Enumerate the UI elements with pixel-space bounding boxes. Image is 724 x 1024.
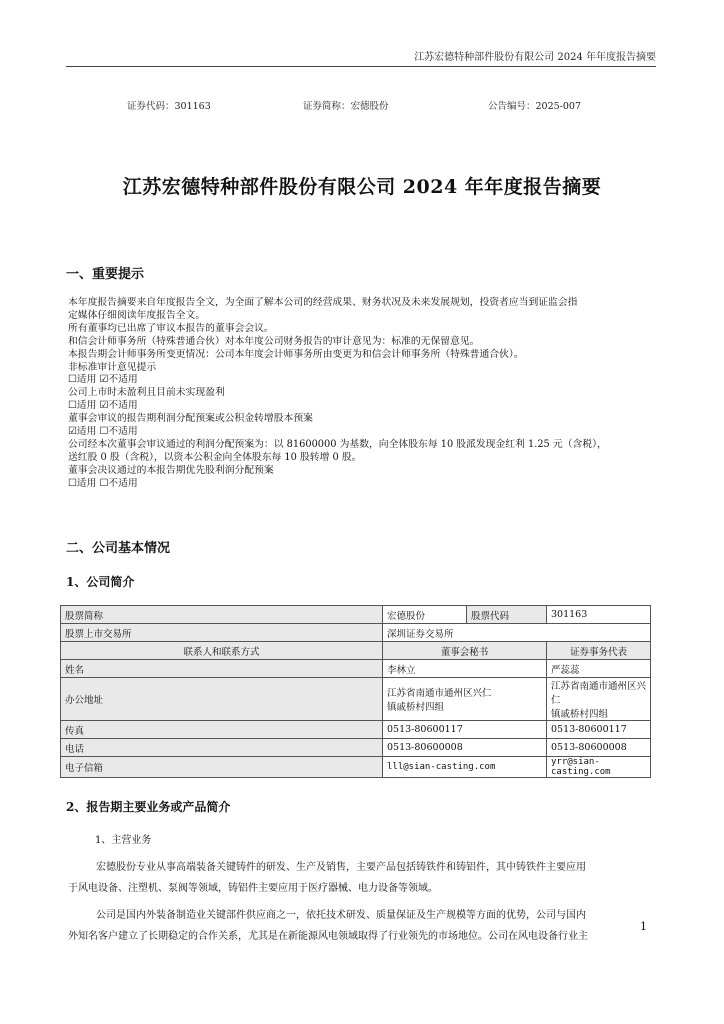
address-line: 江苏省南通市通州区兴仁 <box>551 681 647 706</box>
table-row <box>61 739 651 757</box>
running-header: 江苏宏德特种部件股份有限公司 2024 年年度报告摘要 <box>414 52 656 63</box>
table-row <box>61 624 651 642</box>
notice-line: 董事会审议的报告期利润分配预案或公积金转增股本预案 <box>68 413 313 425</box>
stock-code: 证券代码：301163 <box>127 101 211 112</box>
checkbox-line: ☑适用 ☐不适用 <box>68 426 138 438</box>
header-rule <box>66 66 656 67</box>
table-row <box>61 678 651 721</box>
table-cell: 宏德股份 <box>383 606 467 624</box>
notice-line: 本年度报告摘要来自年度报告全文，为全面了解本公司的经营成果、财务状况及未来发展规划，投资者应当到证监会指 <box>68 297 578 308</box>
subsection-main-business: 2、报告期主要业务或产品简介 <box>66 800 231 814</box>
table-row <box>61 642 651 660</box>
table-cell <box>547 678 651 721</box>
business-paragraph-2 <box>68 905 656 947</box>
notice-line: 本报告期会计师事务所变更情况：公司本年度会计师事务所由变更为和信会计师事务所（特殊普通合伙）。 <box>68 348 524 360</box>
table-cell: 董事会秘书 <box>383 642 547 660</box>
notice-line: 董事会决议通过的本报告期优先股利润分配预案 <box>68 464 274 476</box>
table-cell: 办公地址 <box>61 678 383 721</box>
notice-line: 公司上市时未盈利且目前未实现盈利 <box>68 387 225 399</box>
table-cell: 电子信箱 <box>61 757 383 778</box>
table-cell: 传真 <box>61 721 383 739</box>
important-notice-body <box>68 297 658 491</box>
announcement-number: 公告编号：2025-007 <box>488 101 582 112</box>
table-row <box>61 660 651 678</box>
table-cell: 严蕊蕊 <box>547 660 651 678</box>
paragraph-line: 于风电设备、注塑机、泵阀等领域，铸铝件主要应用于医疗器械、电力设备等领域。 <box>68 883 438 894</box>
subsection-company-profile: 1、公司简介 <box>66 575 135 589</box>
section-important-notice: 一、重要提示 <box>66 267 145 282</box>
table-cell: 301163 <box>547 606 651 624</box>
table-cell: 0513-80600008 <box>547 739 651 757</box>
page-number: 1 <box>640 920 647 933</box>
notice-line: 公司经本次董事会审议通过的利润分配预案为：以 81600000 为基数，向全体股东每 10 股派发现金红利 1.25 元（含税）， <box>68 438 607 450</box>
table-cell: 李林立 <box>383 660 547 678</box>
table-cell: 联系人和联系方式 <box>61 642 383 660</box>
stock-abbreviation: 证券简称：宏德股份 <box>303 101 389 112</box>
address-line: 江苏省南通市通州区兴仁 <box>387 688 492 699</box>
table-cell: 姓名 <box>61 660 383 678</box>
table-cell: 0513-80600008 <box>383 739 547 757</box>
checkbox-line: ☐适用 ☑不适用 <box>68 400 138 412</box>
main-business-heading: 1、主营业务 <box>95 835 152 846</box>
table-row <box>61 721 651 739</box>
table-cell: 深圳证券交易所 <box>383 624 651 642</box>
table-cell <box>383 678 547 721</box>
notice-line: 非标准审计意见提示 <box>68 361 157 373</box>
notice-line: 定媒体仔细阅读年度报告全文。 <box>68 309 206 321</box>
table-cell: 电话 <box>61 739 383 757</box>
table-cell: 股票简称 <box>61 606 383 624</box>
company-profile-table <box>60 605 651 778</box>
address-line: 镇戚桥村四组 <box>551 709 609 720</box>
address-line: 镇戚桥村四组 <box>387 702 445 713</box>
table-row <box>61 606 651 624</box>
paragraph-line: 公司是国内外装备制造业关键部件供应商之一，依托技术研发、质量保证及生产规模等方面的优势，公司与国内 <box>96 910 586 921</box>
paragraph-line: 宏德股份专业从事高端装备关键铸件的研发、生产及销售，主要产品包括铸铁件和铸铝件，其中铸铁件主要应用 <box>96 862 586 873</box>
email-cell: lll@sian-casting.com <box>383 757 547 778</box>
notice-line: 所有董事均已出席了审议本报告的董事会会议。 <box>68 322 274 334</box>
notice-line: 和信会计师事务所（特殊普通合伙）对本年度公司财务报告的审计意见为：标准的无保留意见。 <box>68 335 480 347</box>
business-paragraph-1 <box>68 857 656 899</box>
notice-line: 送红股 0 股（含税），以资本公积金向全体股东每 10 股转增 0 股。 <box>68 451 362 463</box>
table-cell: 0513-80600117 <box>547 721 651 739</box>
document-title: 江苏宏德特种部件股份有限公司 2024 年年度报告摘要 <box>122 176 602 198</box>
email-cell: yrr@sian-casting.com <box>547 757 651 778</box>
paragraph-line: 外知名客户建立了长期稳定的合作关系，尤其是在新能源风电领域取得了行业领先的市场地位。公司在风电设备行业主 <box>68 931 588 942</box>
table-cell: 0513-80600117 <box>383 721 547 739</box>
table-cell: 股票上市交易所 <box>61 624 383 642</box>
table-cell: 证券事务代表 <box>547 642 651 660</box>
table-cell: 股票代码 <box>467 606 547 624</box>
section-company-basics: 二、公司基本情况 <box>66 541 171 556</box>
checkbox-line: ☐适用 ☑不适用 <box>68 374 138 386</box>
table-row <box>61 757 651 778</box>
checkbox-line: ☐适用 ☐不适用 <box>68 477 138 489</box>
